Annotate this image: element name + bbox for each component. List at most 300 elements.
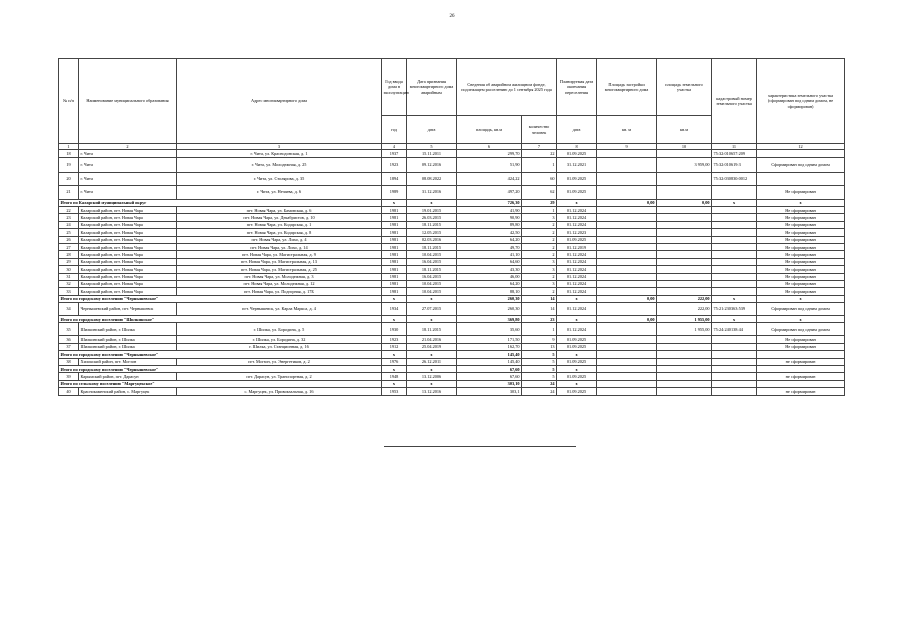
cell-municipality: Каларский район, пгт. Новая Чара <box>79 258 177 265</box>
cell-land-area <box>657 336 712 343</box>
cell-people: 24 <box>522 388 557 395</box>
cell-number: 24 <box>59 221 79 228</box>
cell-land-area <box>657 236 712 243</box>
cell-land-area <box>657 266 712 273</box>
cell-year: х <box>382 366 407 373</box>
table-row <box>59 280 845 287</box>
cell-number: 22 <box>59 206 79 213</box>
cell-cadastral <box>712 214 757 221</box>
cell-people: 3 <box>522 214 557 221</box>
cell-plan-date: 01.12.2024 <box>557 288 597 295</box>
cell-year: 1894 <box>382 172 407 185</box>
cell-number: 37 <box>59 343 79 350</box>
cell-year: 1981 <box>382 214 407 221</box>
col-header-characteristics: характеристика земельного участка (сформирован под одним домом, не сформирован) <box>757 59 845 144</box>
cell-plan-date: 01.12.2024 <box>557 258 597 265</box>
subtotal-label: Итого по городскому поселению "Чернышевское" <box>59 366 382 373</box>
cell-number: 25 <box>59 229 79 236</box>
cell-building-area <box>597 323 657 336</box>
cell-characteristics: не сформирован <box>757 373 845 380</box>
cell-municipality: Каларский район, пгт. Новая Чара <box>79 206 177 213</box>
cell-cad <box>712 351 757 358</box>
cell-cad <box>712 380 757 387</box>
cell-municipality: Хилокский район, пгт. Могзон <box>79 358 177 365</box>
cell-plan-date: 01.12.2024 <box>557 323 597 336</box>
table-row <box>59 229 845 236</box>
cell-plan-date: 01.09.2025 <box>557 358 597 365</box>
cell-number: 23 <box>59 214 79 221</box>
cell-area: 299,70 <box>457 150 522 157</box>
column-number: 9 <box>597 144 657 150</box>
cell-building-area <box>597 229 657 236</box>
cell-year: 1953 <box>382 388 407 395</box>
cell-date: 18.11.2015 <box>407 323 457 336</box>
cell-year: х <box>382 380 407 387</box>
cell-year: х <box>382 351 407 358</box>
cell-char: х <box>757 316 845 323</box>
cell-number: 32 <box>59 280 79 287</box>
cell-date: х <box>407 380 457 387</box>
cell-building-area <box>597 214 657 221</box>
cell-people: 2 <box>522 288 557 295</box>
column-number: 6 <box>457 144 522 150</box>
cell-date: 08.08.2022 <box>407 172 457 185</box>
cell-area: 35,60 <box>457 323 522 336</box>
column-number: 10 <box>657 144 712 150</box>
cell-year: 1981 <box>382 273 407 280</box>
col-header-cadastral: кадастровый номер земельного участка <box>712 59 757 144</box>
cell-municipality: Каларский район, пгт. Новая Чара <box>79 229 177 236</box>
cell-date: 09.12.2016 <box>407 157 457 172</box>
cell-date: 31.12.2016 <box>407 185 457 199</box>
cell-plan-date: 31.12.2021 <box>557 157 597 172</box>
cell-area: 497,20 <box>457 185 522 199</box>
cell-area: 369,80 <box>457 316 522 323</box>
cell-area: 260,30 <box>457 303 522 316</box>
cell-address: г. Чита, ул. Молодежная, д. 25 <box>177 157 382 172</box>
subtotal-label: Итого по городскому поселению "Шилкинское" <box>59 316 382 323</box>
cell-municipality: Каларский район, пгт. Новая Чара <box>79 251 177 258</box>
cell-area: 90,90 <box>457 214 522 221</box>
cell-number: 36 <box>59 336 79 343</box>
cell-building-area <box>597 336 657 343</box>
cell-build: 0,00 <box>597 199 657 206</box>
table-row <box>59 236 845 243</box>
cell-land-area: 1 955,00 <box>657 323 712 336</box>
cell-land: 222,00 <box>657 295 712 302</box>
col-header-num: № п/п <box>59 59 79 144</box>
cell-people: 3 <box>522 266 557 273</box>
cell-municipality: Каларский район, пгт. Новая Чара <box>79 280 177 287</box>
cell-municipality: Краснокаменский район, с. Маргуцек <box>79 388 177 395</box>
cell-build: 0,00 <box>597 316 657 323</box>
cell-characteristics: Сформирован под одним домом <box>757 303 845 316</box>
cell-cadastral <box>712 373 757 380</box>
cell-address: пгт. Новая Чара, ул. Молодежная, д. 3 <box>177 273 382 280</box>
cell-date: 16.04.2015 <box>407 273 457 280</box>
subtotal-row <box>59 295 845 302</box>
cell-address: пгт. Новая Чара, ул. Подгорная, д. 17Б <box>177 288 382 295</box>
cell-characteristics: Не сформирован <box>757 273 845 280</box>
cell-char <box>757 351 845 358</box>
cell-cadastral <box>712 273 757 280</box>
cell-municipality: Шилкинский район, г. Шилка <box>79 343 177 350</box>
cell-municipality: Каларский район, пгт. Новая Чара <box>79 266 177 273</box>
cell-cadastral <box>712 358 757 365</box>
cell-building-area <box>597 251 657 258</box>
cell-date: 25.04.2019 <box>407 343 457 350</box>
cell-cadastral <box>712 288 757 295</box>
cell-area: 424,22 <box>457 172 522 185</box>
cell-land <box>657 351 712 358</box>
cell-building-area <box>597 243 657 250</box>
cell-characteristics: Не сформирован <box>757 258 845 265</box>
cell-plan: х <box>557 366 597 373</box>
cell-land-area <box>657 221 712 228</box>
cell-area: 303,10 <box>457 380 522 387</box>
cell-date: 26.12.2011 <box>407 358 457 365</box>
cell-date: 21.04.2016 <box>407 336 457 343</box>
cell-cad: х <box>712 199 757 206</box>
cell-cad: х <box>712 295 757 302</box>
cell-people: 60 <box>522 172 557 185</box>
cell-date: 27.07.2015 <box>407 303 457 316</box>
cell-land: 0,00 <box>657 199 712 206</box>
cell-year: х <box>382 295 407 302</box>
cell-year: 1981 <box>382 229 407 236</box>
subtotal-label: Итого по сельскому поселению "Маргуцекское" <box>59 380 382 387</box>
cell-people: 2 <box>522 236 557 243</box>
cell-year: 1981 <box>382 243 407 250</box>
cell-plan-date: 01.09.2025 <box>557 388 597 395</box>
cell-area: 42,50 <box>457 229 522 236</box>
cell-building-area <box>597 343 657 350</box>
cell-people: 14 <box>522 295 557 302</box>
cell-characteristics: Не сформирован <box>757 243 845 250</box>
table-row <box>59 323 845 336</box>
cell-address: пгт. Чернышевск, ул. Карла Маркса, д. 4 <box>177 303 382 316</box>
cell-plan-date: 01.12.2024 <box>557 251 597 258</box>
cell-land-area <box>657 273 712 280</box>
cell-address: пгт. Новая Чара, ул. Бамовская, д. 6 <box>177 206 382 213</box>
cell-land-area: 3 959,00 <box>657 157 712 172</box>
table-row <box>59 251 845 258</box>
subheader-plan-date: дата <box>557 116 597 144</box>
cell-cadastral <box>712 336 757 343</box>
cell-characteristics: Не сформирован <box>757 288 845 295</box>
cell-area: 89,80 <box>457 221 522 228</box>
cell-people: 2 <box>522 273 557 280</box>
cell-plan: х <box>557 380 597 387</box>
cell-number: 21 <box>59 185 79 199</box>
cell-plan: х <box>557 199 597 206</box>
cell-date: 10.04.2015 <box>407 280 457 287</box>
cell-plan-date: 01.09.2025 <box>557 343 597 350</box>
subheader-land-sqm: кв.м <box>657 116 712 144</box>
cell-people: 29 <box>522 199 557 206</box>
cell-date: 18.11.2015 <box>407 243 457 250</box>
cell-number: 33 <box>59 288 79 295</box>
subtotal-row <box>59 380 845 387</box>
cell-people: 5 <box>522 351 557 358</box>
table-row <box>59 358 845 365</box>
cell-people: 5 <box>522 358 557 365</box>
cell-date: х <box>407 199 457 206</box>
col-header-address: Адрес многоквартирного дома <box>177 59 382 144</box>
table-row <box>59 157 845 172</box>
cell-area: 260,30 <box>457 295 522 302</box>
cell-build <box>597 351 657 358</box>
cell-characteristics <box>757 172 845 185</box>
cell-year: 1981 <box>382 280 407 287</box>
cell-building-area <box>597 266 657 273</box>
cell-year: 1981 <box>382 266 407 273</box>
cell-plan-date: 01.09.2025 <box>557 236 597 243</box>
cell-number: 18 <box>59 150 79 157</box>
cell-land: 1 955,00 <box>657 316 712 323</box>
cell-date: х <box>407 366 457 373</box>
cell-municipality: Каларский район, пгт. Новая Чара <box>79 243 177 250</box>
cell-characteristics: Не сформирован <box>757 214 845 221</box>
cell-characteristics: Сформирован под одним домом <box>757 323 845 336</box>
cell-people: 5 <box>522 366 557 373</box>
cell-cadastral: 75:32:010657:209 <box>712 150 757 157</box>
cell-plan-date: 01.12.2024 <box>557 214 597 221</box>
cell-characteristics: не сформирован <box>757 358 845 365</box>
table-row <box>59 303 845 316</box>
subheader-people: количество человек <box>522 116 557 144</box>
cell-address: г. Шилка, ул. Бородина, д. 32 <box>177 336 382 343</box>
cell-municipality: Шилкинский район, г. Шилка <box>79 336 177 343</box>
cell-land-area <box>657 343 712 350</box>
cell-people: 3 <box>522 258 557 265</box>
cell-address: г. Чита, ул. Краснодонская, д. 1 <box>177 150 382 157</box>
cell-year: 1923 <box>382 157 407 172</box>
cell-land-area <box>657 280 712 287</box>
cell-people: 9 <box>522 336 557 343</box>
cell-area: 88,10 <box>457 288 522 295</box>
cell-address: г. Шилка, ул. Бородина, д. 5 <box>177 323 382 336</box>
cell-people: 23 <box>522 316 557 323</box>
cell-characteristics: Не сформирован <box>757 236 845 243</box>
cell-area: 43,30 <box>457 266 522 273</box>
table-row <box>59 214 845 221</box>
cell-plan-date: 01.12.2024 <box>557 206 597 213</box>
cell-land-area: 222,00 <box>657 303 712 316</box>
cell-address: пгт. Новая Чара, ул. Магистральная, д. 25 <box>177 266 382 273</box>
cell-land-area <box>657 185 712 199</box>
cell-characteristics: Не сформирован <box>757 251 845 258</box>
subheader-year: год <box>382 116 407 144</box>
cell-plan-date: 01.09.2025 <box>557 172 597 185</box>
cell-area: 162,70 <box>457 343 522 350</box>
column-number: 12 <box>757 144 845 150</box>
cell-date: 18.11.2015 <box>407 266 457 273</box>
cell-number: 31 <box>59 273 79 280</box>
cell-plan-date: 01.12.2019 <box>557 243 597 250</box>
cell-land-area <box>657 214 712 221</box>
cell-people: 24 <box>522 380 557 387</box>
cell-build <box>597 380 657 387</box>
cell-area: 67,60 <box>457 366 522 373</box>
subtotal-label: Итого по Каларский муниципальный округ <box>59 199 382 206</box>
cell-number: 34 <box>59 303 79 316</box>
cell-people: 2 <box>522 243 557 250</box>
cell-number: 40 <box>59 388 79 395</box>
cell-year: 1912 <box>382 343 407 350</box>
cell-cadastral <box>712 243 757 250</box>
cell-plan-date: 01.12.2024 <box>557 266 597 273</box>
cell-year: х <box>382 316 407 323</box>
cell-building-area <box>597 150 657 157</box>
cell-build: 0,00 <box>597 295 657 302</box>
cell-building-area <box>597 280 657 287</box>
cell-char: х <box>757 295 845 302</box>
cell-building-area <box>597 157 657 172</box>
cell-cadastral: 75:24:240138:44 <box>712 323 757 336</box>
table-row <box>59 373 845 380</box>
cell-cadastral <box>712 221 757 228</box>
cell-cadastral: 75:32:010619:3 <box>712 157 757 172</box>
cell-date: 26.03.2015 <box>407 214 457 221</box>
cell-land-area <box>657 288 712 295</box>
cell-date: 13.12.2016 <box>407 388 457 395</box>
table-row <box>59 243 845 250</box>
table-row <box>59 343 845 350</box>
cell-plan-date: 01.12.2024 <box>557 221 597 228</box>
cell-people: 2 <box>522 229 557 236</box>
cell-cadastral <box>712 266 757 273</box>
cell-address: пгт. Новая Чара, ул. Молодежная, д. 12 <box>177 280 382 287</box>
table-row <box>59 150 845 157</box>
cell-year: 1930 <box>382 323 407 336</box>
table-row <box>59 388 845 395</box>
cell-number: 38 <box>59 358 79 365</box>
cell-building-area <box>597 221 657 228</box>
cell-land-area <box>657 172 712 185</box>
cell-date: 10.04.2015 <box>407 251 457 258</box>
cell-address: пгт. Могзон, ул. Энергетиков, д. 2 <box>177 358 382 365</box>
cell-people: 14 <box>522 303 557 316</box>
cell-cadastral <box>712 206 757 213</box>
cell-address: пгт. Новая Чара, ул. Декабристов, д. 10 <box>177 214 382 221</box>
cell-municipality: Каларский район, пгт. Новая Чара <box>79 273 177 280</box>
subtotal-row <box>59 199 845 206</box>
col-header-municipality: Наименование муниципального образования <box>79 59 177 144</box>
cell-municipality: Каларский район, пгт. Новая Чара <box>79 221 177 228</box>
cell-address: с. Маргуцек, ул. Привокзальная, д. 16 <box>177 388 382 395</box>
cell-cadastral <box>712 388 757 395</box>
cell-char <box>757 380 845 387</box>
cell-land-area <box>657 150 712 157</box>
cell-building-area <box>597 273 657 280</box>
column-number: 1 <box>59 144 79 150</box>
subtotal-label: Итого по городскому поселению "Чернышевское" <box>59 295 382 302</box>
cell-characteristics: Не сформирован <box>757 343 845 350</box>
cell-plan-date: 01.09.2025 <box>557 336 597 343</box>
cell-plan-date: 01.12.2024 <box>557 303 597 316</box>
signature-line <box>384 446 576 447</box>
cell-address: г. Чита, ул. Столярова, д. 35 <box>177 172 382 185</box>
cell-plan-date: 01.12.2023 <box>557 229 597 236</box>
cell-number: 27 <box>59 243 79 250</box>
cell-address: пгт. Новая Чара, ул. Магистральная, д. 9 <box>177 251 382 258</box>
cell-municipality: Чернышевский район, пгт. Чернышевск <box>79 303 177 316</box>
cell-area: 41,10 <box>457 251 522 258</box>
cell-build <box>597 366 657 373</box>
cell-area: 64,60 <box>457 258 522 265</box>
cell-municipality: г. Чита <box>79 150 177 157</box>
column-number: 2 <box>79 144 177 150</box>
subheader-building-sqm: кв. м <box>597 116 657 144</box>
cell-plan-date: 01.09.2025 <box>557 150 597 157</box>
cell-land-area <box>657 388 712 395</box>
cell-people: 3 <box>522 280 557 287</box>
cell-cadastral: 75:32:030830:0012 <box>712 172 757 185</box>
cell-year: 1981 <box>382 258 407 265</box>
cell-date: 18.11.2015 <box>407 221 457 228</box>
cell-number: 30 <box>59 266 79 273</box>
cell-year: х <box>382 199 407 206</box>
cell-area: 303,1 <box>457 388 522 395</box>
cell-characteristics: Сформирован под одним домом <box>757 157 845 172</box>
cell-area: 726,30 <box>457 199 522 206</box>
subtotal-row <box>59 351 845 358</box>
cell-year: 1923 <box>382 336 407 343</box>
cell-municipality: Каларский район, пгт. Новая Чара <box>79 288 177 295</box>
cell-characteristics <box>757 150 845 157</box>
cell-date: х <box>407 316 457 323</box>
column-number: 11 <box>712 144 757 150</box>
cell-building-area <box>597 206 657 213</box>
cell-building-area <box>597 288 657 295</box>
cell-year: 1981 <box>382 206 407 213</box>
cell-land-area <box>657 258 712 265</box>
cell-number: 29 <box>59 258 79 265</box>
cell-municipality: Каларский район, пгт. Новая Чара <box>79 236 177 243</box>
cell-address: пгт. Новая Чара, ул. Кодарская, д. 1 <box>177 221 382 228</box>
cell-date: 13.12.2006 <box>407 373 457 380</box>
cell-people: 1 <box>522 157 557 172</box>
cell-plan-date: 01.09.2025 <box>557 185 597 199</box>
cell-land-area <box>657 373 712 380</box>
cell-building-area <box>597 236 657 243</box>
cell-cadastral <box>712 258 757 265</box>
table-row <box>59 336 845 343</box>
cell-address: пгт. Новая Чара, ул. Кодарская, д. 8 <box>177 229 382 236</box>
cell-people: 1 <box>522 206 557 213</box>
cell-cadastral <box>712 185 757 199</box>
col-header-date-emergency: Дата признания многоквартирного дома аварийным <box>407 59 457 116</box>
cell-year: 1948 <box>382 373 407 380</box>
cell-area: 46,00 <box>457 273 522 280</box>
cell-number: 19 <box>59 157 79 172</box>
cell-area: 49,70 <box>457 243 522 250</box>
cell-year: 1981 <box>382 236 407 243</box>
cell-building-area <box>597 185 657 199</box>
cell-building-area <box>597 358 657 365</box>
cell-characteristics: не сформирован <box>757 388 845 395</box>
cell-land-area <box>657 229 712 236</box>
cell-date: 16.04.2015 <box>407 258 457 265</box>
cell-characteristics: Не сформирован <box>757 336 845 343</box>
cell-building-area <box>597 303 657 316</box>
cell-municipality: Каларский район, пгт. Новая Чара <box>79 214 177 221</box>
subheader-area: площадь, кв.м <box>457 116 522 144</box>
cell-building-area <box>597 258 657 265</box>
cell-land <box>657 366 712 373</box>
cell-plan-date: 01.12.2024 <box>557 280 597 287</box>
